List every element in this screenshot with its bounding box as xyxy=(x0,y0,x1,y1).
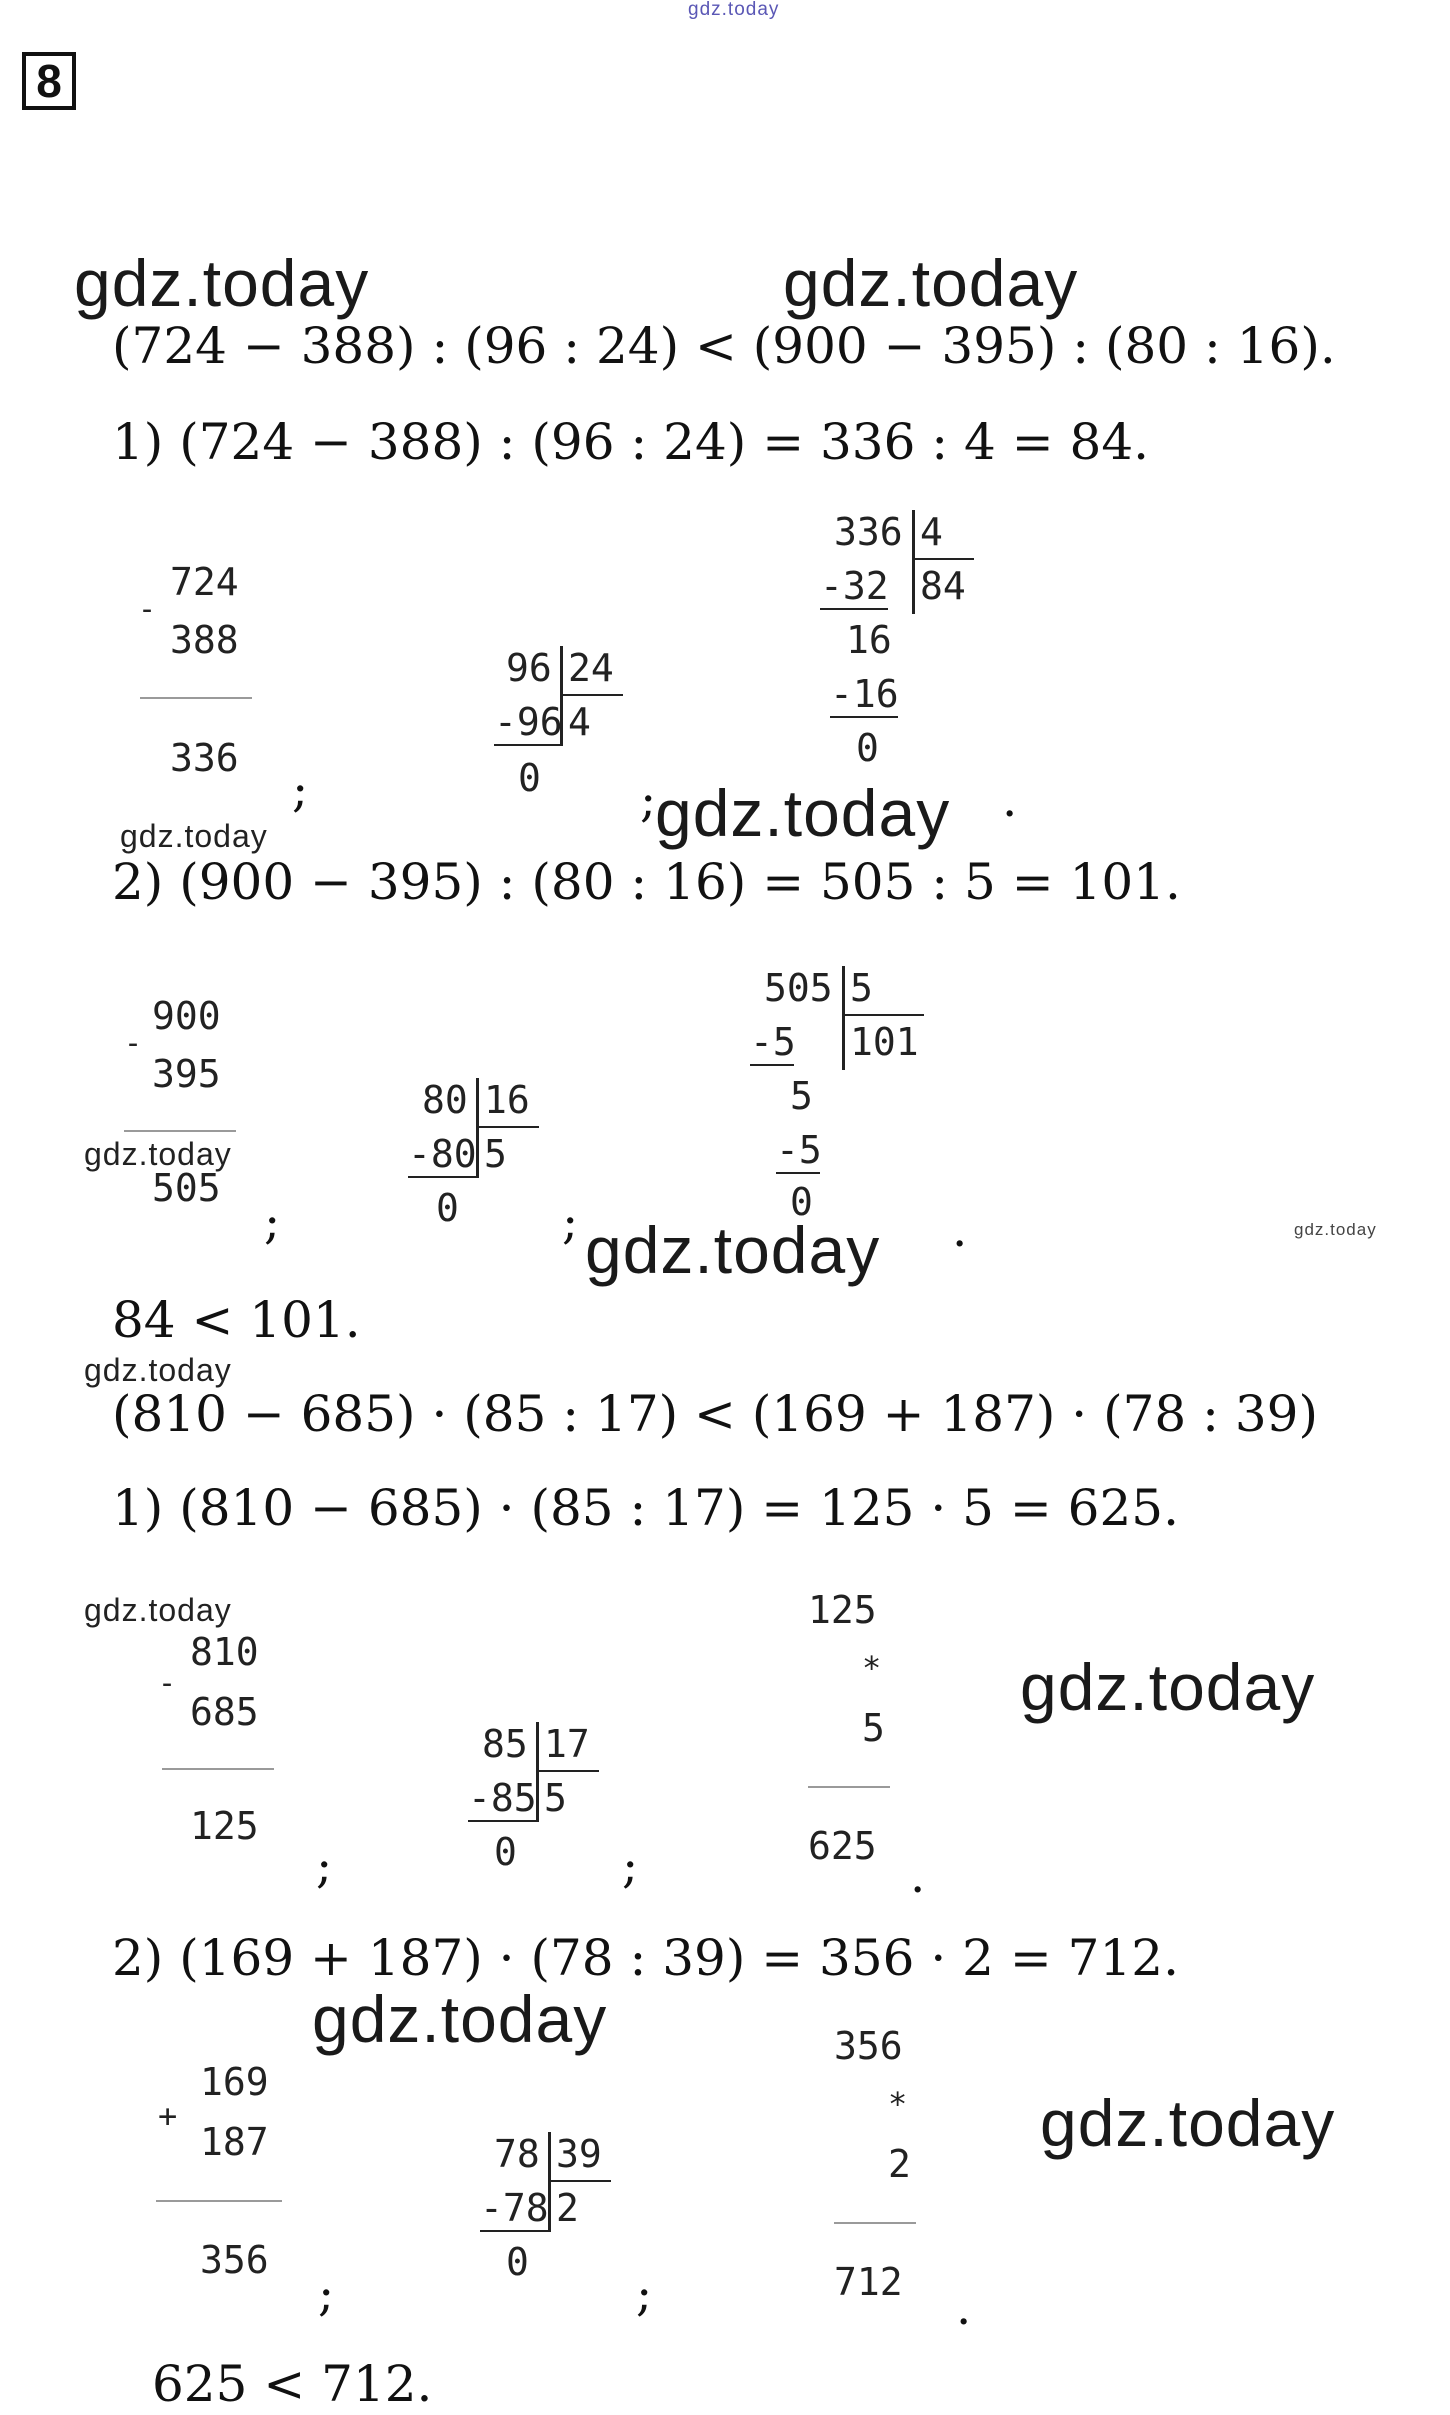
dividend: 80 xyxy=(422,1078,468,1122)
remainder: 0 xyxy=(790,1180,813,1224)
semicolon: ; xyxy=(640,772,657,828)
product: 712 xyxy=(834,2260,903,2304)
quotient-line xyxy=(479,1126,539,1128)
product: 625 xyxy=(808,1824,877,1868)
divisor: 39 xyxy=(556,2132,602,2176)
watermark-large: gdz.today xyxy=(1020,1650,1316,1724)
subtracted: -5 xyxy=(776,1128,822,1172)
subtracted: -85 xyxy=(468,1776,537,1820)
subtrahend: 388 xyxy=(170,618,239,662)
watermark-tiny: gdz.today xyxy=(1294,1220,1377,1239)
step-1-expression: 1) (724 − 388) : (96 : 24) = 336 : 4 = 84. xyxy=(112,413,1150,471)
quotient: 4 xyxy=(568,700,591,744)
watermark-small: gdz.today xyxy=(84,1136,232,1172)
result-line xyxy=(124,1130,236,1132)
watermark-small: gdz.today xyxy=(120,818,268,854)
task-number-badge: 8 xyxy=(22,52,76,110)
step-1-expression: 1) (810 − 685) · (85 : 17) = 125 · 5 = 625. xyxy=(112,1479,1179,1537)
watermark-small: gdz.today xyxy=(84,1352,232,1388)
minuend: 724 xyxy=(170,560,239,604)
subtrahend: 395 xyxy=(152,1052,221,1096)
operator-sign: - xyxy=(124,1026,143,1061)
remainder: 0 xyxy=(494,1830,517,1874)
dividend: 505 xyxy=(764,966,833,1010)
result-line xyxy=(834,2222,916,2224)
semicolon: ; xyxy=(622,1838,639,1894)
difference: 125 xyxy=(190,1804,259,1848)
watermark-large: gdz.today xyxy=(655,776,951,850)
divisor: 17 xyxy=(544,1722,590,1766)
divisor: 16 xyxy=(484,1078,530,1122)
quotient-line xyxy=(563,694,623,696)
subtracted: -5 xyxy=(750,1020,796,1064)
dividend: 336 xyxy=(834,510,903,554)
subtrahend: 685 xyxy=(190,1690,259,1734)
remainder: 0 xyxy=(856,726,879,770)
underline xyxy=(830,716,898,718)
subtracted: -80 xyxy=(408,1132,477,1176)
step-2-expression: 2) (900 − 395) : (80 : 16) = 505 : 5 = 101. xyxy=(112,853,1181,911)
watermark-large: gdz.today xyxy=(1040,2086,1336,2160)
semicolon: ; xyxy=(292,762,309,818)
underline xyxy=(480,2230,548,2232)
divisor: 24 xyxy=(568,646,614,690)
quotient: 5 xyxy=(544,1776,567,1820)
remainder: 0 xyxy=(436,1186,459,1230)
operator-sign: * xyxy=(888,2085,908,2123)
semicolon: ; xyxy=(316,1838,333,1894)
quotient-line xyxy=(844,1014,924,1016)
partial-remainder: 16 xyxy=(846,618,892,662)
dividend: 96 xyxy=(506,646,552,690)
watermark-large: gdz.today xyxy=(74,246,370,320)
underline xyxy=(820,608,888,610)
difference: 505 xyxy=(152,1166,221,1210)
minuend: 810 xyxy=(190,1630,259,1674)
result-line xyxy=(156,2200,282,2202)
result-line xyxy=(140,697,252,699)
division-bar xyxy=(842,966,845,1070)
period: . xyxy=(910,1848,926,1904)
sum: 356 xyxy=(200,2238,269,2282)
division-bar xyxy=(912,510,915,614)
divisor: 4 xyxy=(920,510,943,554)
remainder: 0 xyxy=(518,756,541,800)
addend: 169 xyxy=(200,2060,269,2104)
multiplier: 5 xyxy=(862,1706,885,1750)
quotient-line xyxy=(551,2180,611,2182)
dividend: 78 xyxy=(494,2132,540,2176)
quotient: 84 xyxy=(920,564,966,608)
watermark-large: gdz.today xyxy=(585,1213,881,1287)
result-comparison-2: 625 < 712. xyxy=(152,2355,433,2413)
underline xyxy=(776,1172,820,1174)
difference: 336 xyxy=(170,736,239,780)
period: . xyxy=(952,1202,968,1258)
subtracted: -16 xyxy=(830,672,899,716)
semicolon: ; xyxy=(562,1194,579,1250)
semicolon: ; xyxy=(264,1194,281,1250)
addend: 187 xyxy=(200,2120,269,2164)
watermark-top: gdz.today xyxy=(688,0,780,20)
quotient-line xyxy=(539,1770,599,1772)
multiplier: 2 xyxy=(888,2142,911,2186)
quotient: 2 xyxy=(556,2186,579,2230)
watermark-small: gdz.today xyxy=(84,1592,232,1628)
remainder: 0 xyxy=(506,2240,529,2284)
operator-sign: - xyxy=(158,1666,177,1701)
result-line xyxy=(808,1786,890,1788)
semicolon: ; xyxy=(318,2266,335,2322)
watermark-large: gdz.today xyxy=(312,1982,608,2056)
quotient: 5 xyxy=(484,1132,507,1176)
multiplicand: 356 xyxy=(834,2024,903,2068)
minuend: 900 xyxy=(152,994,221,1038)
underline xyxy=(408,1176,476,1178)
subtracted: -96 xyxy=(494,700,563,744)
comparison-expression-2: (810 − 685) · (85 : 17) < (169 + 187) · (78 : 39) xyxy=(112,1385,1318,1443)
result-line xyxy=(162,1768,274,1770)
operator-sign: * xyxy=(862,1649,882,1687)
watermark-large: gdz.today xyxy=(783,246,1079,320)
period: . xyxy=(1002,772,1018,828)
operator-sign: + xyxy=(158,2097,178,2135)
quotient-line xyxy=(914,558,974,560)
underline xyxy=(750,1064,794,1066)
semicolon: ; xyxy=(636,2266,653,2322)
partial-remainder: 5 xyxy=(790,1074,813,1118)
multiplicand: 125 xyxy=(808,1588,877,1632)
divisor: 5 xyxy=(850,966,873,1010)
dividend: 85 xyxy=(482,1722,528,1766)
underline xyxy=(494,744,560,746)
period: . xyxy=(956,2280,972,2336)
subtracted: -32 xyxy=(820,564,889,608)
operator-sign: - xyxy=(138,592,157,627)
comparison-expression-1: (724 − 388) : (96 : 24) < (900 − 395) : (80 : 16). xyxy=(112,317,1336,375)
underline xyxy=(468,1820,536,1822)
quotient: 101 xyxy=(850,1020,919,1064)
step-2-expression: 2) (169 + 187) · (78 : 39) = 356 · 2 = 712. xyxy=(112,1929,1179,1987)
subtracted: -78 xyxy=(480,2186,549,2230)
result-comparison-1: 84 < 101. xyxy=(112,1291,361,1349)
